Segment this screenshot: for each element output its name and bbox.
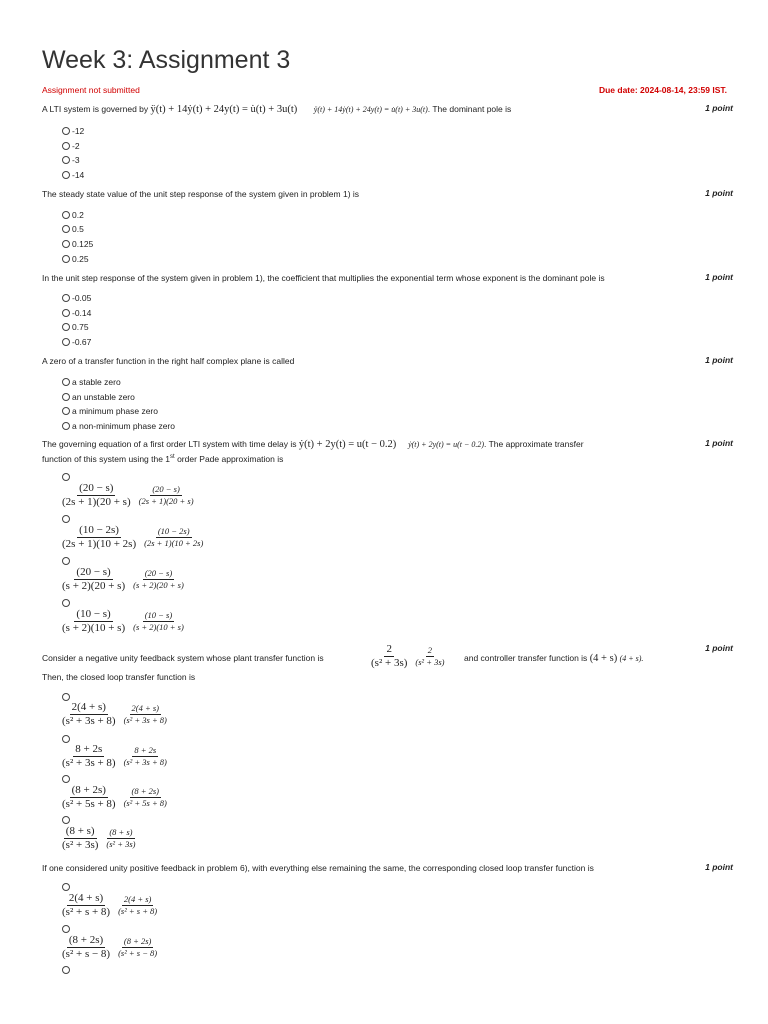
question-4-points: 1 point (705, 355, 733, 365)
submission-status: Assignment not submitted (42, 85, 140, 95)
radio-button[interactable] (62, 211, 70, 219)
radio-button[interactable] (62, 127, 70, 135)
q2-option-2[interactable]: 0.5 (62, 224, 84, 234)
q1-equation-text: ÿ(t) + 14ẏ(t) + 24y(t) = u̇(t) + 3u(t) (313, 105, 428, 114)
q3-option-4[interactable]: -0.67 (62, 337, 91, 347)
q7-option-1-fraction: 2(4 + s) (s² + s + 8) 2(4 + s) (s² + s + 8) (62, 892, 158, 918)
q6-option-1-fraction: 2(4 + s) (s² + 3s + 8) 2(4 + s) (s² + 3s + 8) (62, 701, 167, 727)
q4-option-4[interactable]: a non-minimum phase zero (62, 421, 175, 431)
q1-option-4[interactable]: -14 (62, 170, 84, 180)
q5-option-1-radio[interactable] (62, 473, 70, 481)
question-1-points: 1 point (705, 103, 733, 113)
radio-button[interactable] (62, 393, 70, 401)
due-date: Due date: 2024-08-14, 23:59 IST. (598, 85, 727, 95)
question-2-points: 1 point (705, 188, 733, 198)
q4-option-2[interactable]: an unstable zero (62, 392, 135, 402)
question-6-text-line2: Then, the closed loop transfer function is (42, 672, 196, 682)
radio-button[interactable] (62, 171, 70, 179)
q3-option-1[interactable]: -0.05 (62, 293, 91, 303)
q6-option-4-fraction: (8 + s) (s² + 3s) (8 + s) (s² + 3s) (62, 825, 136, 851)
question-2-text: The steady state value of the unit step response of the system given in problem 1) is (42, 189, 360, 199)
radio-button[interactable] (62, 422, 70, 430)
question-7-text: If one considered unity positive feedback in problem 6), with everything else remaining the same, the corresponding closed loop transfer function is (42, 863, 594, 873)
q6-option-4-radio[interactable] (62, 816, 70, 824)
radio-button[interactable] (62, 309, 70, 317)
q6-option-2-fraction: 8 + 2s (s² + 3s + 8) 8 + 2s (s² + 3s + 8) (62, 743, 167, 769)
q1-option-2[interactable]: -2 (62, 141, 80, 151)
question-6-text-part2: and controller transfer function is (4 + s) (4 + s). (464, 653, 644, 664)
q3-option-3[interactable]: 0.75 (62, 322, 89, 332)
q5-option-2-fraction: (10 − 2s) (2s + 1)(10 + 2s) (10 − 2s) (2s + 1)(10 + 2s) (62, 524, 204, 550)
question-3-text: In the unit step response of the system given in problem 1), the coefficient that multiplies the exponential term whose exponent is the dominant pole is (42, 273, 605, 283)
radio-button[interactable] (62, 378, 70, 386)
question-3-points: 1 point (705, 272, 733, 282)
q5-option-4-radio[interactable] (62, 599, 70, 607)
q5-equation-text: ẏ(t) + 2y(t) = u(t − 0.2) (408, 440, 485, 449)
q5-option-2-radio[interactable] (62, 515, 70, 523)
q4-option-3[interactable]: a minimum phase zero (62, 406, 158, 416)
q6-option-3-radio[interactable] (62, 775, 70, 783)
q5-equation-image: ẏ(t) + 2y(t) = u(t − 0.2) (298, 439, 397, 450)
q2-option-3[interactable]: 0.125 (62, 239, 93, 249)
question-7-points: 1 point (705, 862, 733, 872)
radio-button[interactable] (62, 323, 70, 331)
question-1-text: A LTI system is governed by ÿ(t) + 14ẏ(t) + 24y(t) = u̇(t) + 3u(t) ÿ(t) + 14ẏ(t) + 24y(t) = u̇(t) + 3u(t). The dominant pole is (42, 104, 512, 115)
question-6-points: 1 point (705, 643, 733, 653)
question-5-text: The governing equation of a first order LTI system with time delay is ẏ(t) + 2y(t) = u(t − 0.2) ẏ(t) + 2y(t) = u(t − 0.2). The approximate transfer function of this system using the 1st order Pade approximation is (42, 439, 584, 464)
radio-button[interactable] (62, 240, 70, 248)
radio-button[interactable] (62, 407, 70, 415)
q2-option-4[interactable]: 0.25 (62, 254, 89, 264)
q7-option-3-radio[interactable] (62, 966, 70, 974)
q1-equation-image: ÿ(t) + 14ẏ(t) + 24y(t) = u̇(t) + 3u(t) (150, 104, 298, 115)
radio-button[interactable] (62, 338, 70, 346)
q7-option-2-fraction: (8 + 2s) (s² + s − 8) (8 + 2s) (s² + s − 8) (62, 934, 158, 960)
q3-option-2[interactable]: -0.14 (62, 308, 91, 318)
question-5-points: 1 point (705, 438, 733, 448)
q5-option-3-radio[interactable] (62, 557, 70, 565)
q5-option-1-fraction: (20 − s) (2s + 1)(20 + s) (20 − s) (2s + 1)(20 + s) (62, 482, 194, 508)
q4-option-1[interactable]: a stable zero (62, 377, 121, 387)
radio-button[interactable] (62, 156, 70, 164)
radio-button[interactable] (62, 255, 70, 263)
radio-button[interactable] (62, 294, 70, 302)
q1-option-1[interactable]: -12 (62, 126, 84, 136)
q6-option-3-fraction: (8 + 2s) (s² + 5s + 8) (8 + 2s) (s² + 5s + 8) (62, 784, 167, 810)
q6-plant-fraction: 2 (s² + 3s) 2 (s² + 3s) (371, 643, 445, 669)
q2-option-1[interactable]: 0.2 (62, 210, 84, 220)
q5-option-3-fraction: (20 − s) (s + 2)(20 + s) (20 − s) (s + 2)(20 + s) (62, 566, 184, 592)
q5-option-4-fraction: (10 − s) (s + 2)(10 + s) (10 − s) (s + 2)(10 + s) (62, 608, 184, 634)
q7-option-2-radio[interactable] (62, 925, 70, 933)
q7-option-1-radio[interactable] (62, 883, 70, 891)
radio-button[interactable] (62, 142, 70, 150)
question-4-text: A zero of a transfer function in the right half complex plane is called (42, 356, 295, 366)
page-title: Week 3: Assignment 3 (42, 46, 291, 74)
radio-button[interactable] (62, 225, 70, 233)
q1-option-3[interactable]: -3 (62, 155, 80, 165)
question-6-text-part1: Consider a negative unity feedback system whose plant transfer function is (42, 653, 324, 663)
